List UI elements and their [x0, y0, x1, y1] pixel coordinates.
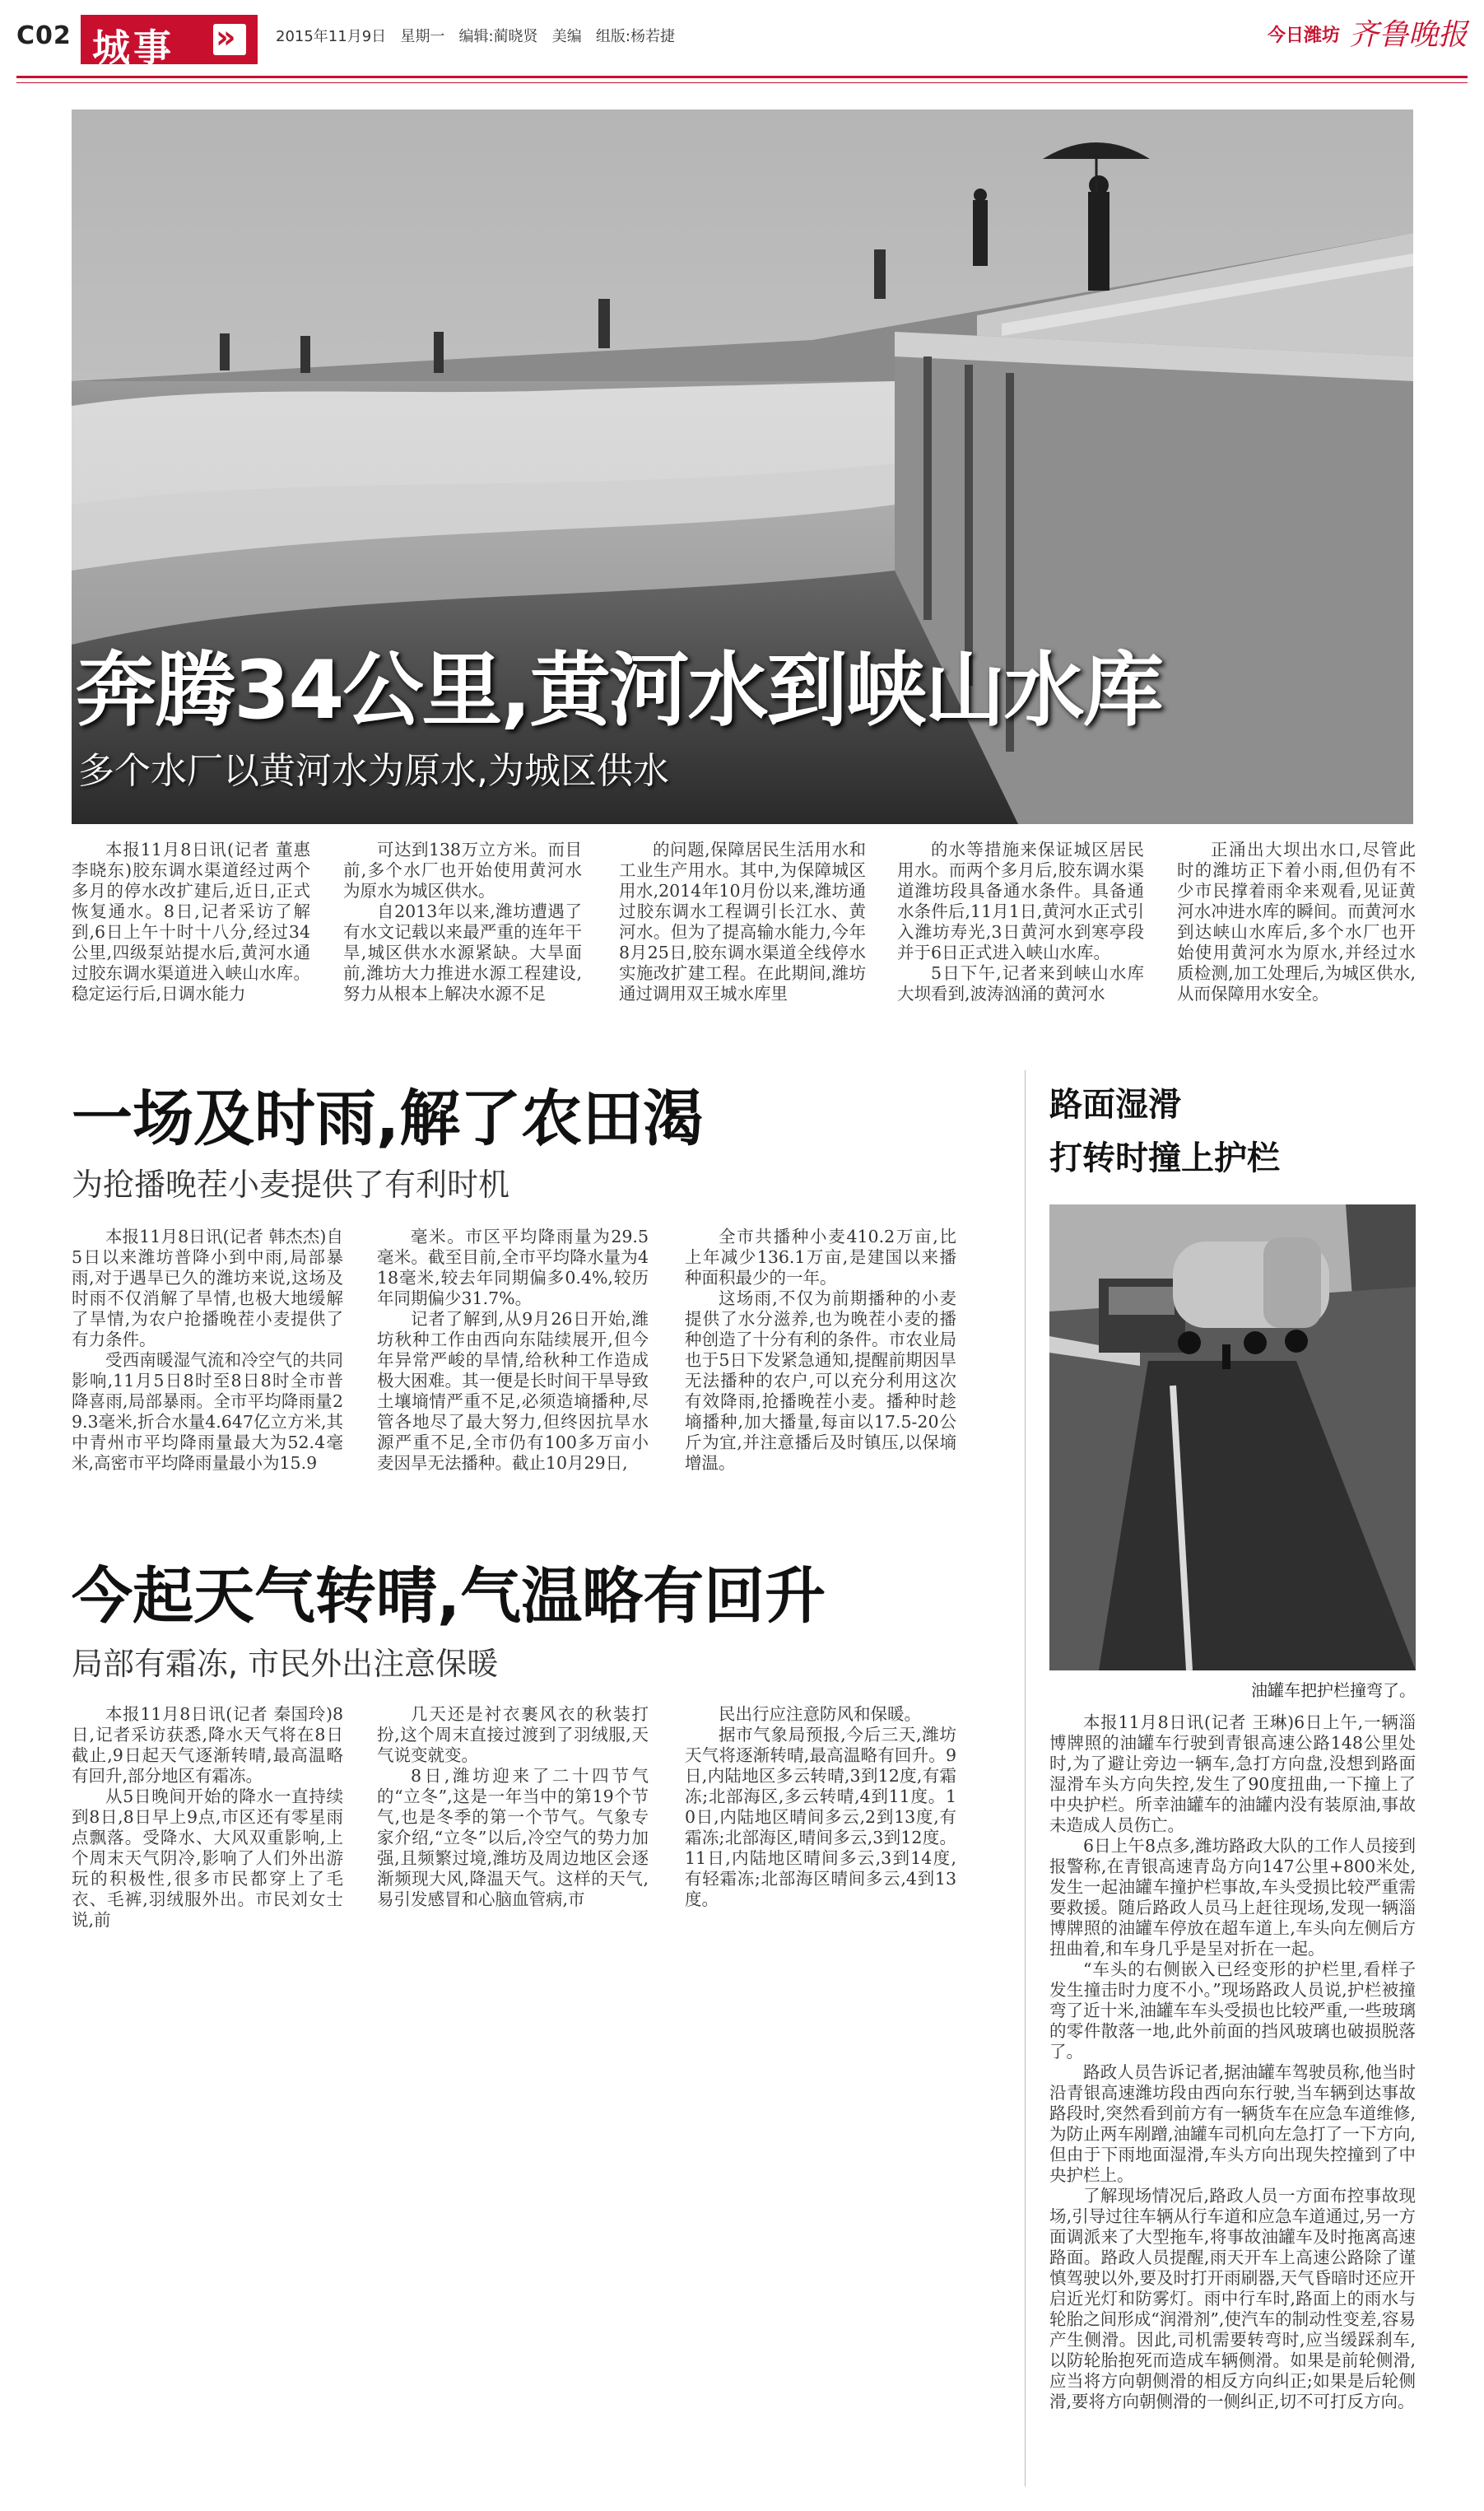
- paragraph: 全市共播种小麦410.2万亩,比上年减少136.1万亩,是建国以来播种面积最少的一年。: [685, 1227, 956, 1288]
- header-rule-thin: [16, 82, 1468, 83]
- paragraph: 自2013年以来,潍坊遭遇了有水文记载以来最严重的连年干旱,城区供水水源紧缺。大旱面前,潍坊大力推进水源工程建设,努力从根本上解决水源不足: [343, 901, 582, 1004]
- paragraph: 的水等措施来保证城区居民用水。而两个多月后,胶东调水渠道潍坊段具备通水条件。具备通水条件后,11月1日,黄河水正式引入潍坊寿光,3日黄河水到寒亭段并于6日正式进入峡山水库。: [897, 840, 1144, 962]
- lead-column-3: 的问题,保障居民生活用水和工业生产用水。其中,为保障城区用水,2014年10月份以来,潍坊通过胶东调水工程调引长江水、黄河水。但为了提高输水能力,今年8月25日,胶东调水渠道全线停水实施改扩建工程。在此期间,潍坊通过调用双王城水库里: [619, 840, 866, 1004]
- weather-column-2: [377, 1704, 649, 1951]
- paragraph: 受西南暖湿气流和冷空气的共同影响,11月5日8时至8日8时全市普降喜雨,局部暴雨。全市平均降雨量29.3毫米,折合水量4.647亿立方米,其中青州市平均降雨量最大为52.4毫米,高密市平均降雨量最小为15.9: [72, 1350, 343, 1473]
- paragraph: 本报11月8日讯(记者 王琳)6日上午,一辆淄博牌照的油罐车行驶到青银高速公路148公里处时,为了避让旁边一辆车,急打方向盘,没想到路面湿滑车头方向失控,发生了90度扭曲,一下撞上了中央护栏。所幸油罐车的油罐内没有装原油,事故未造成人员伤亡。: [1049, 1712, 1416, 1835]
- column-divider: [1025, 1070, 1026, 2486]
- rain-column-1: [72, 1227, 343, 1507]
- tanker-truck-photo-art: [1049, 1204, 1416, 1670]
- paragraph: “车头的右侧嵌入已经变形的护栏里,看样子发生撞击时力度不小。”现场路政人员说,护栏被撞弯了近十米,油罐车车头受损也比较严重,一些玻璃的零件散落一地,此外前面的挡风玻璃也破损脱落了。: [1049, 1959, 1416, 2061]
- section-tag: [81, 15, 258, 70]
- tanker-truck-photo: [1049, 1204, 1416, 1670]
- lead-column-5: 正涌出大坝出水口,尽管此时的潍坊正下着小雨,但仍有不少市民撑着雨伞来观看,见证黄河水冲进水库的瞬间。而黄河水到达峡山水库后,多个水厂也开始使用黄河水为原水,并经过水质检测,加工处理后,为城区供水,从而保障用水安全。: [1177, 840, 1416, 1004]
- paragraph: 了解现场情况后,路政人员一方面布控事故现场,引导过往车辆从行车道和应急车道通过,另一方面调派来了大型拖车,将事故油罐车及时拖离高速路面。路政人员提醒,雨天开车上高速公路除了谨慎驾驶以外,要及时打开雨刷器,天气昏暗时还应开启近光灯和防雾灯。雨中行车时,路面上的雨水与轮胎之间形成“润滑剂”,使汽车的制动性变差,容易产生侧滑。因此,司机需要转弯时,应当缓踩刹车,以防轮胎抱死而造成车辆侧滑。如果是前轮侧滑,应当将方向朝侧滑的相反方向纠正;如果是后轮侧滑,要将方向朝侧滑的一侧纠正,切不可打反方向。: [1049, 2186, 1416, 2411]
- paragraph: 几天还是衬衣裹风衣的秋装打扮,这个周末直接过渡到了羽绒服,天气说变就变。: [377, 1704, 649, 1765]
- paragraph: 本报11月8日讯(记者 韩杰杰)自5日以来潍坊普降小到中雨,局部暴雨,对于遇旱已久的潍坊来说,这场及时雨不仅消解了旱情,也极大地缓解了旱情,为农户抢播晚茬小麦提供了有力条件。: [72, 1227, 343, 1349]
- lead-subhead: 多个水厂以黄河水为原水,为城区供水: [78, 750, 669, 792]
- paragraph: 毫米。市区平均降雨量为29.5毫米。截至目前,全市平均降水量为418毫米,较去年同期偏多0.4%,较历年同期偏少31.7%。: [377, 1227, 649, 1308]
- weather-subhead: 局部有霜冻, 市民外出注意保暖: [72, 1646, 499, 1682]
- lead-headline: 奔腾34公里,黄河水到峡山水库: [76, 644, 1162, 738]
- lead-column-2: [343, 840, 582, 1029]
- weather-column-3: [685, 1704, 956, 1951]
- weather-column-1: [72, 1704, 343, 1951]
- paragraph: 民出行应注意防风和保暖。: [719, 1704, 921, 1724]
- paragraph: 本报11月8日讯(记者 秦国玲)8日,记者采访获悉,降水天气将在8日截止,9日起天气逐渐转晴,最高温略有回升,部分地区有霜冻。: [72, 1704, 343, 1786]
- rain-column-3: [685, 1227, 956, 1507]
- section-title: 城事: [92, 26, 174, 70]
- paragraph: 6日上午8点多,潍坊路政大队的工作人员接到报警称,在青银高速青岛方向147公里+800米处,发生一起油罐车撞护栏事故,车头受损比较严重需要救援。随后路政人员马上赶往现场,发现一辆淄博牌照的油罐车停放在超车道上,车头向左侧后方扭曲着,和车身几乎是呈对折在一起。: [1049, 1836, 1416, 1959]
- lead-column-1: 本报11月8日讯(记者 董惠 李晓东)胶东调水渠道经过两个多月的停水改扩建后,近日,正式恢复通水。8日,记者采访了解到,6日上午十时十八分,经过34公里,四级泵站提水后,黄河水通过胶东调水渠道进入峡山水库。稳定运行后,日调水能力: [72, 840, 310, 1004]
- newspaper-logo: 齐鲁晚报: [1348, 18, 1468, 52]
- weather-headline: 今起天气转晴,气温略有回升: [72, 1561, 826, 1632]
- rain-column-2: [377, 1227, 649, 1507]
- lead-column-4: [897, 840, 1144, 1029]
- today-label: 今日潍坊: [1267, 26, 1340, 46]
- paragraph: 8日,潍坊迎来了二十四节气的“立冬”,这是一年当中的第19个节气,也是冬季的第一个节气。气象专家介绍,“立冬”以后,冷空气的势力加强,且频繁过境,潍坊及周边地区会逐渐频现大风,降温天气。这样的天气,易引发感冒和心脑血管病,市: [377, 1766, 649, 1909]
- road-story-body: [1049, 1712, 1416, 2490]
- photo-caption: 油罐车把护栏撞弯了。: [1251, 1680, 1416, 1700]
- paragraph: 据市气象局预报,今后三天,潍坊天气将逐渐转晴,最高温略有回升。9日,内陆地区多云转晴,3到12度,有霜冻;北部海区,多云转晴,4到11度。10日,内陆地区晴间多云,2到13度,有霜冻;北部海区,晴间多云,3到12度。11日,内陆地区晴间多云,3到14度,有轻霜冻;北部海区晴间多云,4到13度。: [685, 1725, 956, 1909]
- header-rule: [16, 76, 1468, 78]
- paragraph: 可达到138万立方米。而目前,多个水厂也开始使用黄河水为原水为城区供水。: [343, 840, 582, 901]
- chevron-right-icon: »: [213, 24, 246, 55]
- road-headline-line2: 打转时撞上护栏: [1049, 1139, 1280, 1177]
- paragraph: 从5日晚间开始的降水一直持续到8日,8日早上9点,市区还有零星雨点飘落。受降水、大风双重影响,上个周末天气阴冷,影响了人们外出游玩的积极性,很多市民都穿上了毛衣、毛裤,羽绒服外出。市民刘女士说,前: [72, 1787, 343, 1930]
- page-meta: 2015年11月9日 星期一 编辑:蔺晓贤 美编 组版:杨若捷: [276, 28, 675, 45]
- page-number: C02: [16, 21, 72, 50]
- rain-subhead: 为抢播晚茬小麦提供了有利时机: [72, 1167, 510, 1203]
- road-headline-line1: 路面湿滑: [1049, 1086, 1181, 1124]
- paragraph: 记者了解到,从9月26日开始,潍坊秋种工作由西向东陆续展开,但今年异常严峻的旱情,给秋种工作造成极大困难。其一便是长时间干旱导致土壤墒情严重不足,必须造墒播种,尽管各地尽了最大努力,但终因抗旱水源严重不足,全市仍有100多万亩小麦因旱无法播种。截止10月29日,: [377, 1309, 649, 1473]
- paragraph: 5日下午,记者来到峡山水库大坝看到,波涛汹涌的黄河水: [897, 963, 1144, 1004]
- paragraph: 这场雨,不仅为前期播种的小麦提供了水分滋养,也为晚茬小麦的播种创造了十分有利的条件。市农业局也于5日下发紧急通知,提醒前期因旱无法播种的农户,可以充分利用这次有效降雨,抢播晚茬小麦。播种时趁墒播种,加大播量,每亩以17.5-20公斤为宜,并注意播后及时镇压,以保墒增温。: [685, 1288, 956, 1473]
- paragraph: 路政人员告诉记者,据油罐车驾驶员称,他当时沿青银高速潍坊段由西向东行驶,当车辆到达事故路段时,突然看到前方有一辆货车在应急车道维修,为防止两车剐蹭,油罐车司机向左急打了一下方向,但由于下雨地面湿滑,车头方向出现失控撞到了中央护栏上。: [1049, 2062, 1416, 2185]
- rain-headline: 一场及时雨,解了农田渴: [72, 1083, 705, 1154]
